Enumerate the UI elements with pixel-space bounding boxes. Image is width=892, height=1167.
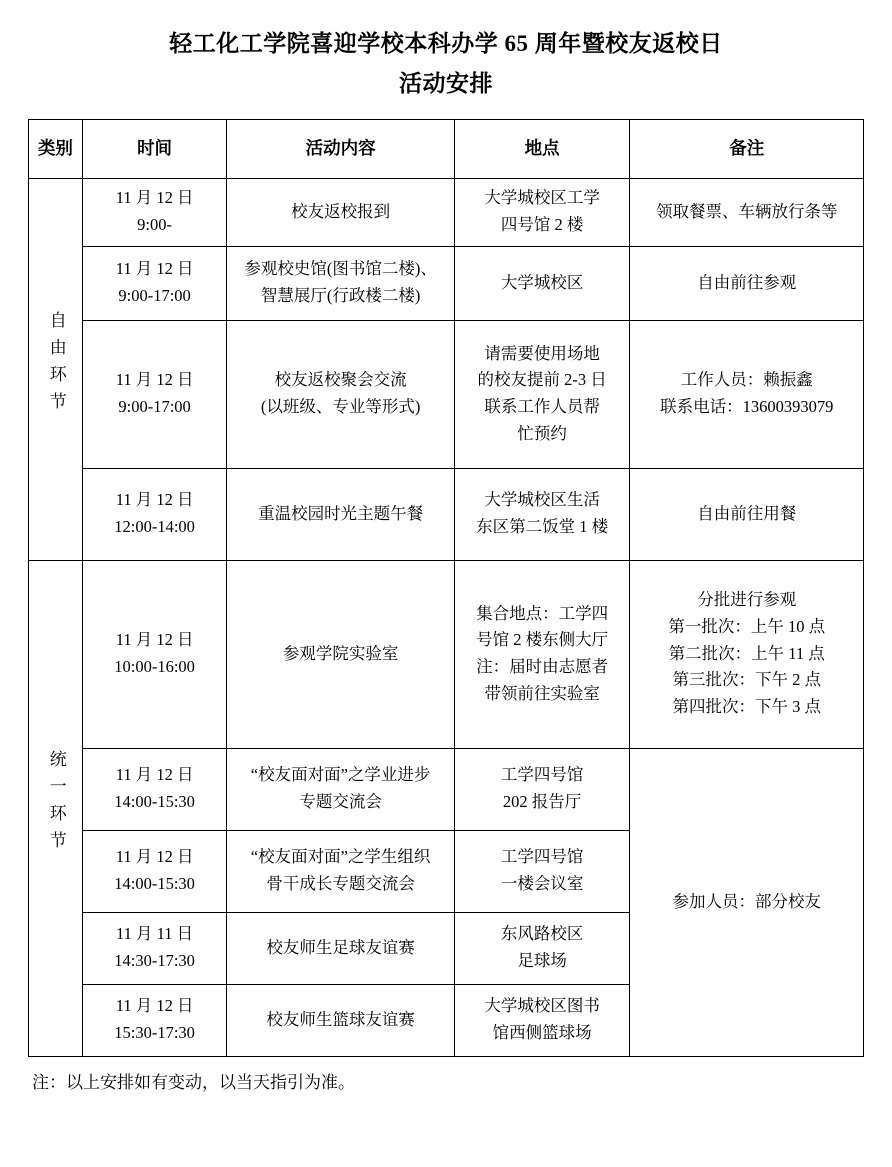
content-cell-line: 校友返校报到 xyxy=(291,201,391,221)
place-cell-line: 东风路校区 xyxy=(500,924,584,944)
place-cell xyxy=(454,178,630,246)
content-cell xyxy=(227,246,454,320)
remark-cell xyxy=(630,748,864,1056)
remark-cell xyxy=(630,178,864,246)
remark-cell-line: 自由前往用餐 xyxy=(697,503,797,523)
content-cell-line: 校友师生足球友谊赛 xyxy=(266,937,415,957)
title-line-2: 活动安排 xyxy=(399,71,493,97)
table-header xyxy=(29,119,864,178)
content-cell xyxy=(227,984,454,1056)
table-row xyxy=(29,748,864,830)
time-cell xyxy=(82,560,227,748)
content-cell xyxy=(227,748,454,830)
remark-cell-line: 参加人员：部分校友 xyxy=(672,891,821,911)
content-cell-line: 参观学院实验室 xyxy=(282,643,399,663)
page-title xyxy=(28,24,864,105)
header-category xyxy=(29,119,83,178)
time-cell-line: 11 月 12 日 xyxy=(115,765,194,785)
time-cell xyxy=(82,984,227,1056)
header-place: 地点 xyxy=(454,119,630,178)
content-cell-line: 骨干成长专题交流会 xyxy=(266,874,415,893)
time-cell xyxy=(82,178,227,246)
table-row xyxy=(29,320,864,468)
time-cell xyxy=(82,246,227,320)
remark-cell xyxy=(630,468,864,560)
header-time: 时间 xyxy=(82,119,227,178)
place-cell xyxy=(454,246,630,320)
content-cell-line: (以班级、专业等形式) xyxy=(260,397,421,416)
remark-cell-line: 第三批次：下午 2 点 xyxy=(672,670,821,690)
remark-cell-line: 第二批次：上午 11 点 xyxy=(668,643,825,663)
category-cell xyxy=(29,560,83,1056)
place-cell-line: 大学城校区生活 xyxy=(484,490,600,510)
remark-cell xyxy=(630,246,864,320)
content-cell-line: 校友返校聚会交流 xyxy=(274,370,407,390)
place-cell-line: 带领前往实验室 xyxy=(484,683,600,703)
remark-cell-line: 分批进行参观 xyxy=(697,590,797,610)
content-cell-line: 参观校史馆(图书馆二楼)、 xyxy=(244,259,437,279)
content-cell xyxy=(227,320,454,468)
time-cell xyxy=(82,320,227,468)
table-row xyxy=(29,560,864,748)
remark-cell-line: 第一批次：上午 10 点 xyxy=(668,616,826,636)
place-cell-line: 大学城校区 xyxy=(500,272,584,292)
place-cell-line: 东区第二饭堂 1 楼 xyxy=(476,517,609,536)
place-cell-line: 四号馆 2 楼 xyxy=(500,215,584,234)
table-row xyxy=(29,246,864,320)
header-remark: 备注 xyxy=(630,119,864,178)
place-cell-line: 一楼会议室 xyxy=(500,874,584,893)
place-cell-line: 的校友提前 2-3 日 xyxy=(477,370,607,390)
place-cell xyxy=(454,984,630,1056)
place-cell-line: 注：届时由志愿者 xyxy=(476,657,609,676)
content-cell-line: 校友师生篮球友谊赛 xyxy=(266,1009,415,1029)
place-cell-line: 大学城校区图书 xyxy=(484,996,600,1016)
place-cell-line: 足球场 xyxy=(517,951,567,970)
time-cell-line: 11 月 12 日 xyxy=(115,188,194,208)
place-cell-line: 号馆 2 楼东侧大厅 xyxy=(476,630,609,650)
place-cell xyxy=(454,748,630,830)
category-label: 统一环节 xyxy=(46,749,66,858)
time-cell-line: 10:00-16:00 xyxy=(114,657,195,676)
table-body xyxy=(29,178,864,1056)
time-cell-line: 11 月 12 日 xyxy=(115,996,194,1016)
place-cell xyxy=(454,468,630,560)
schedule-table xyxy=(28,119,864,1057)
category-label: 自由环节 xyxy=(46,310,66,419)
remark-cell-line: 自由前往参观 xyxy=(697,272,797,292)
time-cell-line: 14:30-17:30 xyxy=(114,951,195,970)
table-row xyxy=(29,468,864,560)
time-cell-line: 11 月 12 日 xyxy=(115,370,194,390)
category-cell xyxy=(29,178,83,560)
place-cell-line: 集合地点：工学四 xyxy=(476,603,609,623)
place-cell-line: 忙预约 xyxy=(517,423,567,443)
time-cell-line: 11 月 12 日 xyxy=(115,259,194,279)
time-cell xyxy=(82,912,227,984)
title-line-1: 轻工化工学院喜迎学校本科办学 65 周年暨校友返校日 xyxy=(169,31,723,56)
place-cell-line: 工学四号馆 xyxy=(500,847,584,867)
content-cell-line: 专题交流会 xyxy=(299,792,382,811)
content-cell-line: “校友面对面”之学生组织 xyxy=(250,847,431,867)
remark-cell-line: 领取餐票、车辆放行条等 xyxy=(655,201,838,221)
place-cell-line: 联系工作人员帮 xyxy=(484,397,600,416)
time-cell-line: 9:00-17:00 xyxy=(118,397,191,416)
content-cell xyxy=(227,178,454,246)
time-cell-line: 11 月 12 日 xyxy=(115,630,194,650)
content-cell-line: “校友面对面”之学业进步 xyxy=(250,765,431,785)
time-cell-line: 9:00- xyxy=(137,215,172,234)
place-cell xyxy=(454,320,630,468)
time-cell-line: 11 月 11 日 xyxy=(115,924,194,944)
place-cell xyxy=(454,912,630,984)
footer-note: 注：以上安排如有变动，以当天指引为准。 xyxy=(32,1072,355,1092)
time-cell-line: 14:00-15:30 xyxy=(114,874,195,893)
content-cell xyxy=(227,830,454,912)
time-cell xyxy=(82,748,227,830)
place-cell-line: 请需要使用场地 xyxy=(484,343,600,363)
place-cell xyxy=(454,560,630,748)
header-category-label: 类别 xyxy=(37,138,73,159)
content-cell xyxy=(227,560,454,748)
content-cell-line: 重温校园时光主题午餐 xyxy=(258,503,424,523)
place-cell xyxy=(454,830,630,912)
place-cell-line: 大学城校区工学 xyxy=(484,188,600,208)
content-cell xyxy=(227,468,454,560)
table-header-row xyxy=(29,119,864,178)
content-cell xyxy=(227,912,454,984)
place-cell-line: 202 报告厅 xyxy=(502,792,582,811)
place-cell-line: 馆西侧篮球场 xyxy=(492,1023,592,1042)
remark-cell xyxy=(630,320,864,468)
time-cell xyxy=(82,830,227,912)
content-cell-line: 智慧展厅(行政楼二楼) xyxy=(260,286,421,305)
time-cell-line: 15:30-17:30 xyxy=(114,1023,195,1042)
remark-cell-line: 工作人员：赖振鑫 xyxy=(680,370,813,390)
place-cell-line: 工学四号馆 xyxy=(500,765,584,785)
remark-cell-line: 联系电话：13600393079 xyxy=(660,397,834,416)
remark-cell xyxy=(630,560,864,748)
time-cell-line: 11 月 12 日 xyxy=(115,847,194,867)
table-row xyxy=(29,178,864,246)
remark-cell-line: 第四批次：下午 3 点 xyxy=(672,697,821,717)
time-cell-line: 11 月 12 日 xyxy=(115,490,194,510)
time-cell-line: 9:00-17:00 xyxy=(118,286,191,305)
time-cell-line: 12:00-14:00 xyxy=(114,517,195,536)
time-cell-line: 14:00-15:30 xyxy=(114,792,195,811)
header-content: 活动内容 xyxy=(227,119,454,178)
time-cell xyxy=(82,468,227,560)
